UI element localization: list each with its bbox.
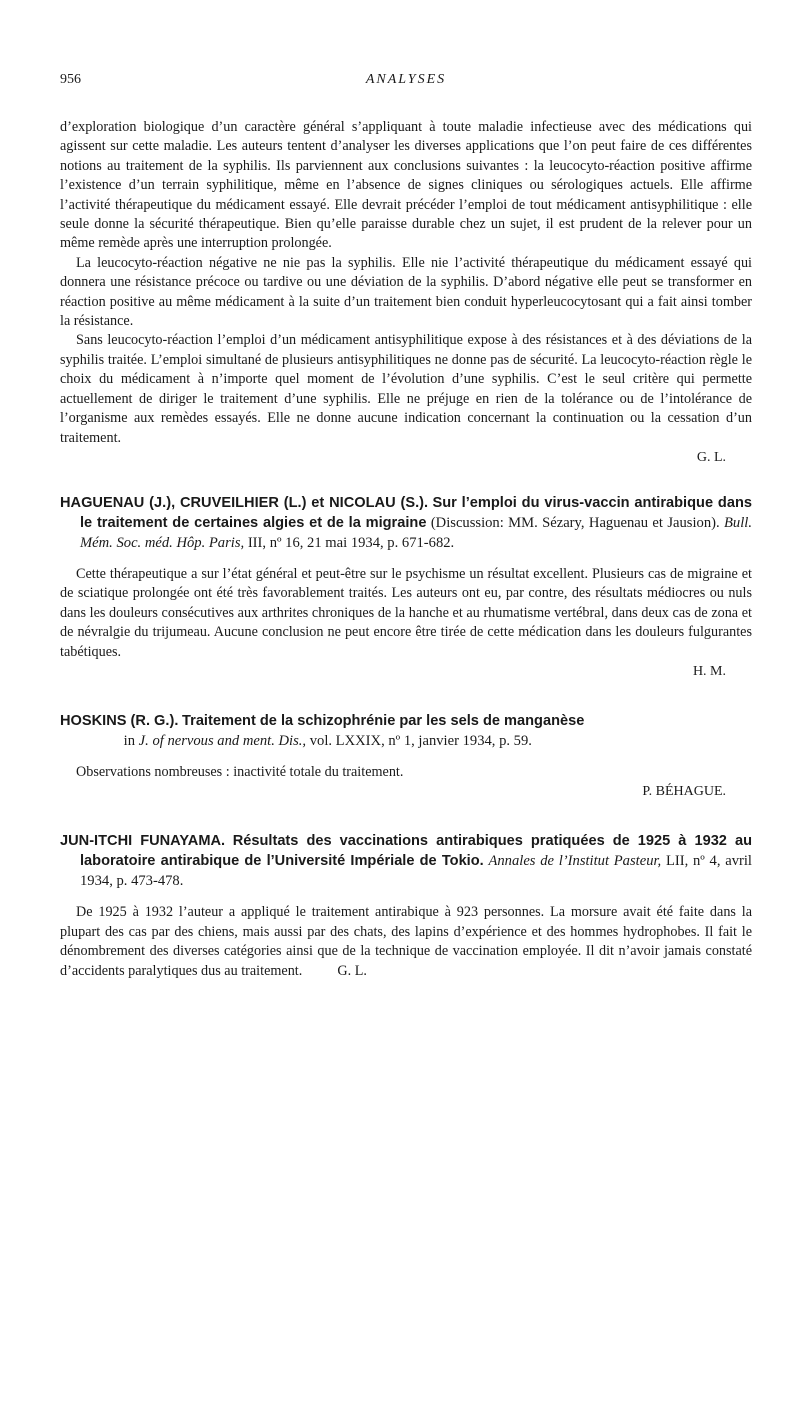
entry-citation: vol. LXXIX, nº 1, janvier 1934, p. 59. (309, 732, 532, 749)
page-number: 956 (60, 72, 81, 87)
entry-heading (60, 831, 752, 891)
entry-authors: JUN-ITCHI FUNAYAMA. (60, 833, 226, 850)
entry-authors: HOSKINS (R. G.). (60, 712, 179, 729)
reviewer-signature: H. M. (692, 663, 726, 679)
article-body (60, 118, 752, 981)
entry-ref-note: (Discussion: MM. Sézary, Haguenau et Jausion). (430, 514, 720, 531)
reviewer-signature: G. L. (696, 449, 726, 465)
running-title: ANALYSES (365, 72, 447, 87)
entry-abstract (60, 903, 752, 981)
entry-title: Sur l’emploi du virus-vaccin antirabique dans le traitement de certaines algies et de la migraine (80, 494, 752, 531)
entry-authors: HAGUENAU (J.), CRUVEILHIER (L.) et NICOLAU (S.). (60, 494, 429, 511)
review-entry (60, 711, 752, 801)
review-entry (60, 831, 752, 981)
entry-abstract: Observations nombreuses : inactivité totale du traitement. (76, 763, 404, 780)
entry-citation: LII, nº 4, avril 1934, p. 473-478. (80, 853, 752, 890)
entry-citation: III, nº 16, 21 mai 1934, p. 671-682. (247, 534, 455, 551)
intro-review (60, 118, 752, 467)
paragraph: La leucocyto-réaction négative ne nie pas la syphilis. Elle nie l’activité thérapeutique du médicament essayé qui donnera une résistance précoce ou tardive ou une déviation de la syphilis. D’abord négative elle peut se transformer en réaction positive au même médicament à la suite d’un traitement bien conduit hyperleucocytosant qui a fait ainsi tomber la résistance. (60, 254, 752, 330)
review-entry (60, 493, 752, 681)
entry-journal: J. of nervous and ment. Dis., (138, 732, 307, 749)
entry-ref-note: in (123, 732, 136, 749)
entry-heading (60, 711, 752, 751)
entry-title: Résultats des vaccinations antirabiques pratiquées de 1925 à 1932 au laboratoire antirabique de l’Université Impériale de Tokio. (80, 833, 752, 870)
paragraph: Sans leucocyto-réaction l’emploi d’un médicament antisyphilitique expose à des résistances et à des déviations de la syphilis traitée. L’emploi simultané de plusieurs antisyphilitiques ne donne pas de sécurité. La leucocyto-réaction règle le choix du médicament à n’importe quel moment de l’évolution d’une syphilis. C’est le seul critère qui permette actuellement de diriger le traitement d’une syphilis. Elle ne préjuge en rien de la tolérance ou de l’intolérance de l’organisme aux remèdes essayés. Elle ne donne aucune indication concernant la continuation ou la cessation d’un traitement. (60, 332, 752, 446)
reviewer-signature (60, 782, 752, 801)
entry-journal: Bull. Mém. Soc. méd. Hôp. Paris, (80, 514, 752, 551)
entry-heading (60, 493, 752, 553)
entry-abstract-text: De 1925 à 1932 l’auteur a appliqué le traitement antirabique à 923 personnes. La morsure avait été faite dans la plupart des cas par des chiens, mais aussi par des chats, des lapins d’expérience et des hommes hydrophobes. Il fait le dénombrement des diverses catégories ainsi que de la technique de vaccination employée. Il dit n’avoir jamais constaté d’accidents paralytiques dus au traitement. (60, 904, 752, 979)
reviewer-name: P. BÉHAGUE. (642, 784, 726, 800)
entry-title: Traitement de la schizophrénie par les sels de manganèse (182, 712, 585, 729)
entry-journal: Annales de l’Institut Pasteur, (488, 853, 662, 870)
running-head (60, 72, 752, 94)
paragraph: d’exploration biologique d’un caractère général s’appliquant à toute maladie infectieuse avec des médications qui agissent sur cette maladie. Les auteurs tentent d’analyser les diverses applications que l’on peut faire de ces différentes notions au traitement de la syphilis. Ils parviennent aux conclusions suivantes : la leucocyto-réaction positive affirme l’existence d’un terrain syphilitique, même en l’absence de signes cliniques ou sérologiques actuels. Elle affirme l’activité thérapeutique du médicament essayé. Elle devrait précéder l’emploi de tout médicament antisyphilitique : elle seule donne la sécurité thérapeutique. Bien qu’elle paraisse durable chez un sujet, il est prudent de la relever pour un même remède après une interruption prolongée. (60, 119, 752, 252)
entry-abstract: Cette thérapeutique a sur l’état général et peut-être sur le psychisme un résultat excellent. Plusieurs cas de migraine et de sciatique prolongée ont été très favorablement traités. Les auteurs ont eu, par contre, des résultats médiocres ou nuls dans les douleurs consécutives aux arthrites chroniques de la hanche et au rhumatisme vertébral, dans deux cas de zona et de névralgie du trijumeau. Aucune conclusion ne peut encore être tirée de cette médication dans les douleurs fulgurantes tabétiques. (60, 565, 752, 660)
reviewer-signature: G. L. (337, 962, 367, 979)
